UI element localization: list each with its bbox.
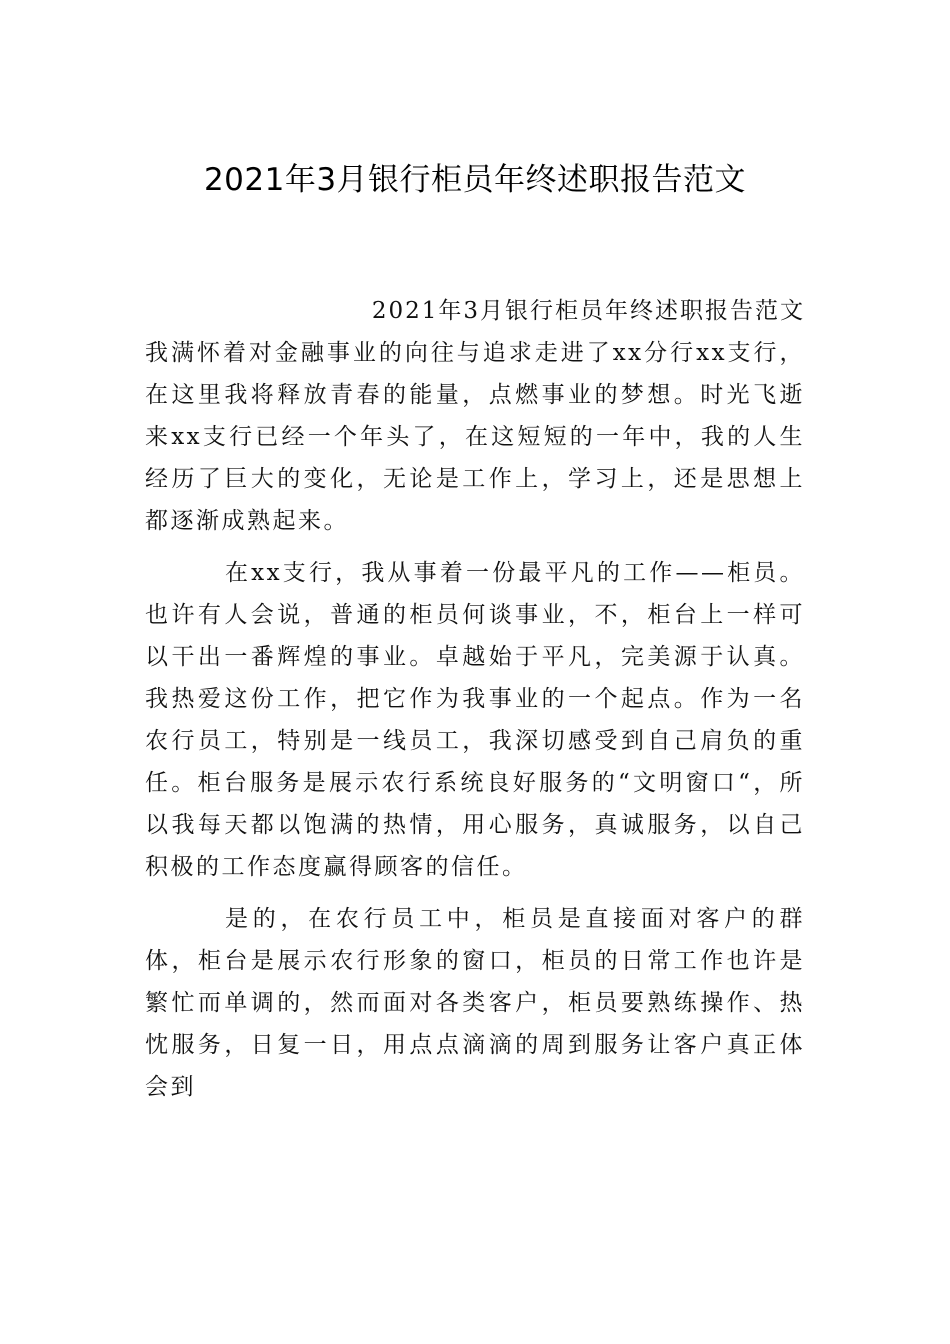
document-body xyxy=(145,290,805,1108)
paragraph-2: 在xx支行，我从事着一份最平凡的工作——柜员。也许有人会说，普通的柜员何谈事业，不，柜台上一样可以干出一番辉煌的事业。卓越始于平凡，完美源于认真。我热爱这份工作，把它作为我事业的一个起点。作为一名农行员工，特别是一线员工，我深切感受到自己肩负的重任。柜台服务是展示农行系统良好服务的“文明窗口“，所以我每天都以饱满的热情，用心服务，真诚服务，以自己积极的工作态度赢得顾客的信任。 xyxy=(145,560,805,880)
document-title: 2021年3月银行柜员年终述职报告范文 xyxy=(203,162,747,198)
document-subtitle: 2021年3月银行柜员年终述职报告范文 xyxy=(371,298,805,324)
paragraph-1: 我满怀着对金融事业的向往与追求走进了xx分行xx支行，在这里我将释放青春的能量，点燃事业的梦想。时光飞逝来xx支行已经一个年头了，在这短短的一年中，我的人生经历了巨大的变化，无论是工作上，学习上，还是思想上都逐渐成熟起来。 xyxy=(145,340,805,534)
paragraph-3: 是的，在农行员工中，柜员是直接面对客户的群体，柜台是展示农行形象的窗口，柜员的日常工作也许是繁忙而单调的，然而面对各类客户，柜员要熟练操作、热忱服务，日复一日，用点点滴滴的周到服务让客户真正体会到 xyxy=(145,906,805,1100)
